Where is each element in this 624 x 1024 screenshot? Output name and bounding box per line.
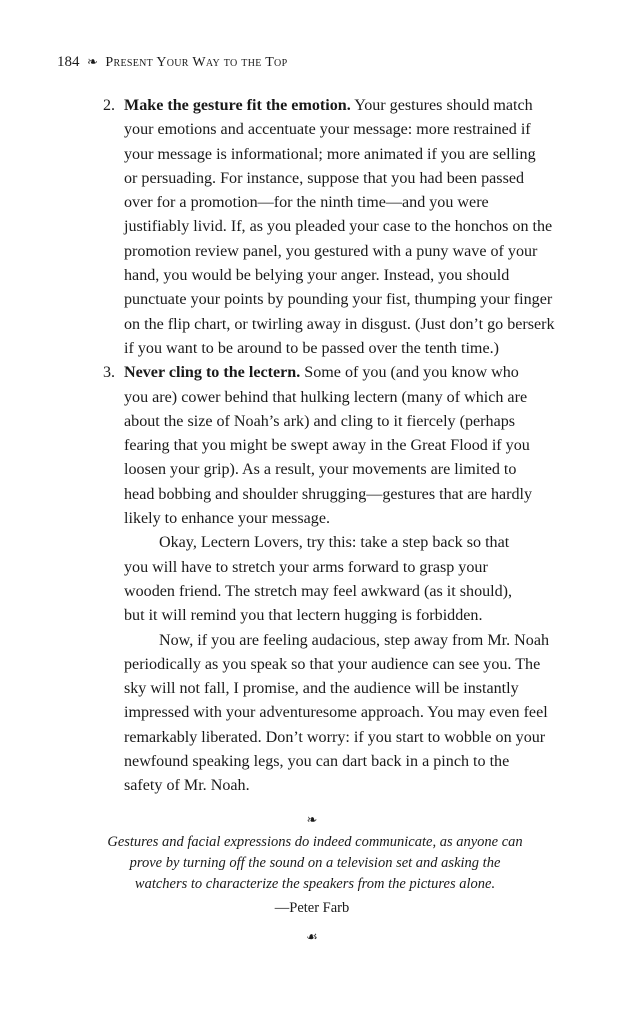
epigraph-quote <box>60 832 570 895</box>
text-line: if you want to be around to be passed over the tenth time.) <box>124 339 499 357</box>
text-line: your message is informational; more animated if you are selling <box>124 145 536 163</box>
text-line: promotion review panel, you gestured with a puny wave of your <box>124 242 538 260</box>
text-line: your emotions and accentuate your message: more restrained if <box>124 121 531 139</box>
text-line: impressed with your adventuresome approach. You may even feel <box>124 704 548 722</box>
quote-line: prove by turning off the sound on a television set and asking the <box>129 855 501 871</box>
text-line: about the size of Noah’s ark) and cling to it fiercely (perhaps <box>124 412 516 430</box>
fleuron-icon: ☙ <box>306 929 318 944</box>
item-number: 2. <box>103 97 116 114</box>
text-line: head bobbing and shoulder shrugging—gestures that are hardly <box>124 485 533 503</box>
page-number: 184 <box>57 54 80 70</box>
text-line: or persuading. For instance, suppose that you had been passed <box>124 169 525 187</box>
body-text <box>103 94 572 799</box>
text-line: sky will not fall, I promise, and the audience will be instantly <box>124 680 519 698</box>
paragraph <box>124 531 572 628</box>
text-line: over for a promotion—for the ninth time—and you were <box>124 194 489 212</box>
text-line: hand, you would be belying your anger. Instead, you should <box>124 267 510 285</box>
text-line: remarkably liberated. Don’t worry: if you start to wobble on your <box>124 728 546 746</box>
text-line: Make the gesture fit the emotion. Your gestures should match <box>124 97 533 114</box>
text-line: Okay, Lectern Lovers, try this: take a step back so that <box>159 534 510 552</box>
book-title: Present Your Way to the Top <box>105 55 288 70</box>
text-line: likely to enhance your message. <box>124 510 331 528</box>
text-line: periodically as you speak so that your audience can see you. The <box>124 655 541 673</box>
text-line: Never cling to the lectern. Some of you (and you know who <box>124 364 519 382</box>
item-heading: Make the gesture fit the emotion. <box>124 97 351 114</box>
text-line: loosen your grip). As a result, your movements are limited to <box>124 461 517 479</box>
item-heading: Never cling to the lectern. <box>124 364 301 382</box>
text-line: Now, if you are feeling audacious, step away from Mr. Noah <box>159 631 550 649</box>
text-line: fearing that you might be swept away in the Great Flood if you <box>124 437 530 455</box>
text-line: on the flip chart, or twirling away in disgust. (Just don’t go berserk <box>124 315 555 333</box>
list-item <box>103 361 572 531</box>
text-line: wooden friend. The stretch may feel awkward (as it should), <box>124 582 513 600</box>
quote-attribution: —Peter Farb <box>274 900 350 916</box>
text-line: you will have to stretch your arms forward to grasp your <box>124 558 488 576</box>
text-line: newfound speaking legs, you can dart back in a pinch to the <box>124 753 510 771</box>
text-line: safety of Mr. Noah. <box>124 777 250 795</box>
quote-line: watchers to characterize the speakers from the pictures alone. <box>134 876 496 892</box>
text-line: justifiably livid. If, as you pleaded your case to the honchos on the <box>124 218 553 236</box>
fleuron-icon: ❧ <box>306 812 318 827</box>
text-line: you are) cower behind that hulking lectern (many of which are <box>124 388 528 406</box>
item-number: 3. <box>103 364 116 382</box>
paragraph <box>124 629 572 799</box>
fleuron-icon: ❧ <box>87 54 98 69</box>
text-line: punctuate your points by pounding your fist, thumping your finger <box>124 291 553 309</box>
text-line: but it will remind you that lectern hugging is forbidden. <box>124 607 483 625</box>
list-item <box>103 94 572 361</box>
quote-line: Gestures and facial expressions do indeed communicate, as anyone can <box>107 834 523 850</box>
running-head <box>57 52 287 73</box>
